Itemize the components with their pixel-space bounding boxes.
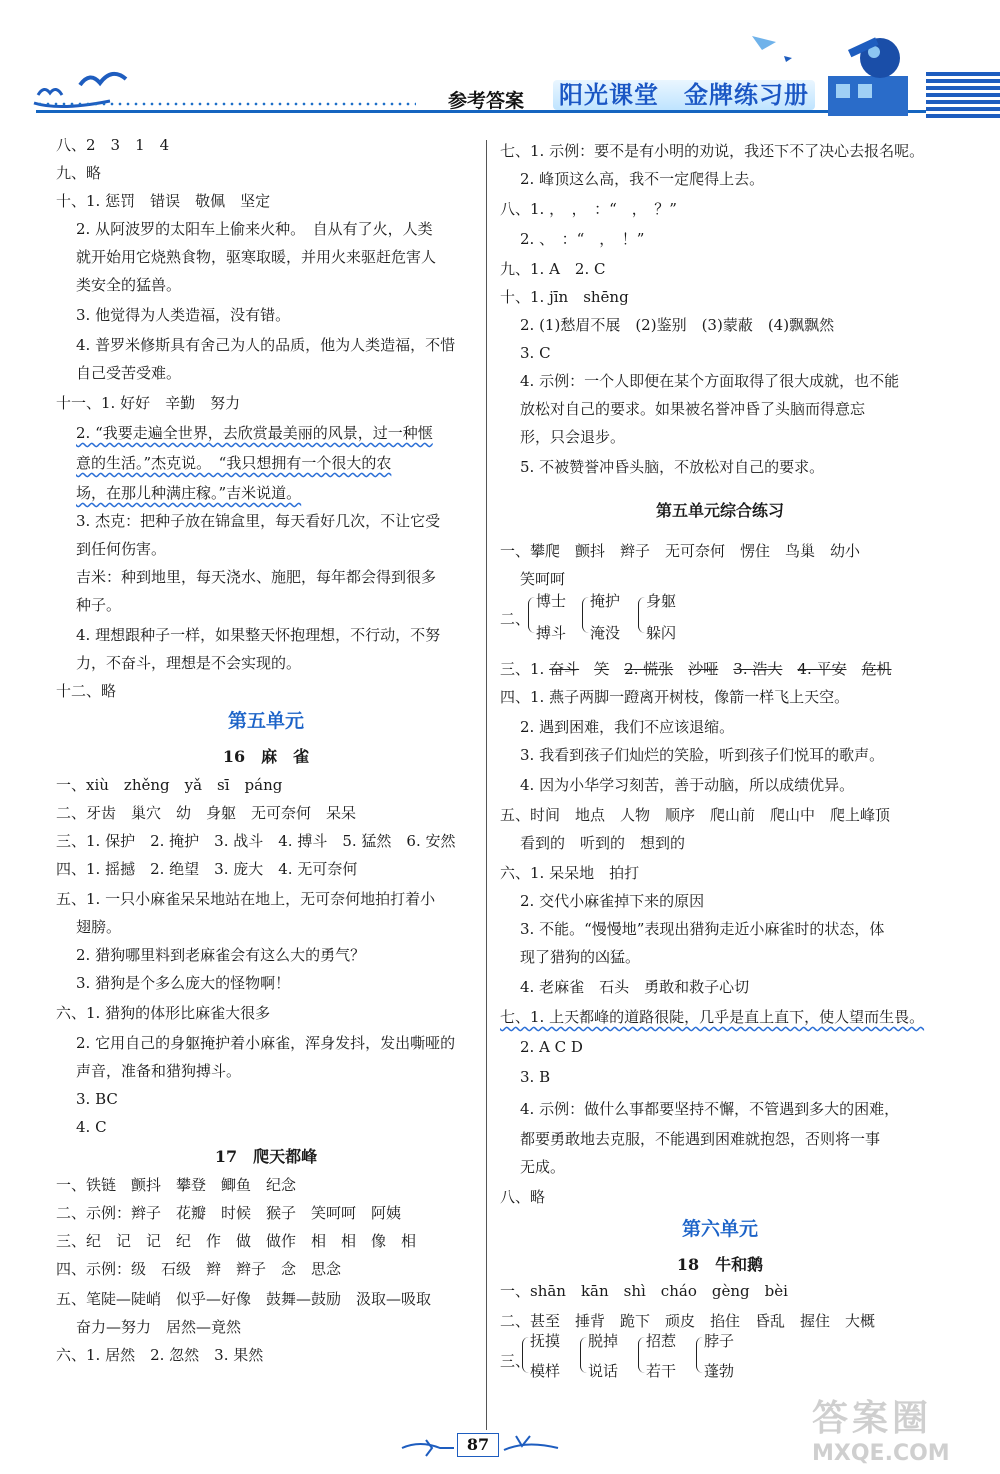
answer-line: 4. 理想跟种子一样，如果整天怀抱理想，不行动，不努	[76, 626, 441, 644]
word-pair-item: 蓬勃	[704, 1362, 735, 1380]
answer-line: 三、1. 保护 2. 掩护 3. 战斗 4. 搏斗 5. 猛然 6. 安然	[56, 832, 456, 850]
answer-line: 力，不奋斗，理想是不会实现的。	[76, 654, 302, 672]
answer-line: 自己受苦受难。	[76, 364, 182, 382]
answer-line: 2. 、 ：“ ， ！”	[520, 230, 645, 248]
lesson-heading: 17 爬天都峰	[214, 1147, 318, 1166]
answer-line: 八、略	[500, 1188, 546, 1206]
answer-line: 十一、1. 好好 辛勤 努力	[56, 394, 241, 412]
answer-line: 吉米：种到地里，每天浇水、施肥，每年都会得到很多	[76, 568, 437, 586]
answer-line: 2. 遇到困难，我们不应该退缩。	[520, 718, 735, 736]
underlined-quote: 2. “我要走遍全世界，去欣赏最美丽的风景，过一种惬	[76, 424, 433, 442]
answer-line: 一、xiù zhěng yǎ sī páng	[56, 776, 283, 794]
answer-line: 六、1. 猎狗的体形比麻雀大很多	[56, 1004, 271, 1022]
answer-line: 一、铁链 颤抖 攀登 鲫鱼 纪念	[56, 1176, 297, 1194]
group-prefix: 二、	[500, 610, 531, 628]
globe-telescope-icon	[740, 28, 940, 118]
answer-line: 七、1. 示例：要不是有小明的劝说，我还下不了决心去报名呢。	[500, 142, 925, 160]
lesson-heading: 16 麻 雀	[222, 747, 310, 766]
word-pair-item: 脖子	[704, 1332, 735, 1350]
answer-line: 3. B	[520, 1068, 551, 1086]
word-pair-item: 搏斗	[536, 624, 567, 642]
answer-line: 2. 从阿波罗的太阳车上偷来火种。 自从有了火，人类	[76, 220, 433, 238]
answer-line: 3. BC	[76, 1090, 118, 1108]
section-heading: 第五单元综合练习	[655, 501, 784, 520]
brace-mark	[580, 1337, 587, 1373]
brand-title: 阳光课堂 金牌练习册	[553, 80, 815, 110]
answer-line: 3. 不能。“慢慢地”表现出猎狗走近小麻雀时的状态，体	[520, 920, 885, 938]
answer-line: 4. 老麻雀 石头 勇敢和救子心切	[520, 978, 750, 996]
birds-icon	[30, 55, 160, 115]
word-pair-item: 说话	[588, 1362, 619, 1380]
underlined-answer: 七、1. 上天都峰的道路很陡，几乎是直上直下，使人望而生畏。	[500, 1008, 925, 1026]
answer-line: 奋力—努力 居然—竟然	[76, 1318, 242, 1336]
answer-line: 2. A C D	[520, 1038, 583, 1056]
brace-mark	[528, 597, 535, 633]
struck-word: 4. 平安	[797, 660, 847, 678]
answer-line: 4. 普罗米修斯具有舍己为人的品质，他为人类造福，不惜	[76, 336, 456, 354]
header-dotted-rule	[36, 102, 416, 106]
column-divider	[486, 140, 487, 1430]
struck-word: 沙哑	[688, 660, 719, 678]
answer-line: 五、1. 一只小麻雀呆呆地站在地上，无可奈何地拍打着小	[56, 890, 436, 908]
answer-line: 笑呵呵	[520, 570, 566, 588]
answer-line: 2. (1)愁眉不展 (2)鉴别 (3)蒙蔽 (4)飘飘然	[520, 316, 835, 334]
answer-line: 种子。	[76, 596, 122, 614]
answer-line: 九、略	[56, 164, 102, 182]
struck-word: 3. 浩大	[733, 660, 783, 678]
answer-line	[76, 483, 301, 503]
brace-mark	[582, 597, 589, 633]
answer-line: 4. 示例：一个人即便在某个方面取得了很大成就，也不能	[520, 372, 900, 390]
answer-line: 四、示例：级 石级 辫 辫子 念 思念	[56, 1260, 342, 1278]
answer-line: 看到的 听到的 想到的	[520, 834, 686, 852]
answer-line: 3. 猎狗是个多么庞大的怪物啊！	[76, 974, 291, 992]
unit-heading: 第六单元	[681, 1218, 758, 1240]
footer-ornament-right-icon	[502, 1432, 562, 1460]
word-pair-item: 躲闪	[646, 624, 677, 642]
struck-word: 2. 慌张	[624, 660, 674, 678]
answer-line: 二、甚至 捶背 跪下 顽皮 掐住 昏乱 握住 大概	[500, 1312, 876, 1330]
struck-word: 危机	[861, 660, 892, 678]
answer-line: 三、纪 记 记 纪 作 做 做作 相 相 像 相	[56, 1232, 417, 1250]
answer-line: 八、1. ， ， ：“ ， ？”	[500, 200, 677, 218]
page-footer	[400, 1430, 570, 1464]
answer-line: 四、1. 摇撼 2. 绝望 3. 庞大 4. 无可奈何	[56, 860, 358, 878]
word-pair-item: 脱掉	[588, 1332, 619, 1350]
answer-line: 3. 我看到孩子们灿烂的笑脸，听到孩子们悦耳的歌声。	[520, 746, 885, 764]
brace-mark	[522, 1337, 529, 1373]
answer-line	[76, 423, 433, 443]
brace-mark	[696, 1337, 703, 1373]
answer-line: 形，只会退步。	[520, 428, 626, 446]
struck-word: 奋斗	[549, 660, 580, 678]
lesson-heading: 18 牛和鹅	[676, 1255, 764, 1274]
footer-ornament-left-icon	[400, 1436, 456, 1458]
answer-line	[500, 659, 892, 679]
answer-line: 4. C	[76, 1118, 107, 1136]
page-header	[0, 0, 1000, 130]
brace-mark	[638, 1337, 645, 1373]
answer-line: 十、1. 惩罚 错误 敬佩 坚定	[56, 192, 271, 210]
answer-line: 翅膀。	[76, 918, 122, 936]
answer-line: 2. 它用自己的身躯掩护着小麻雀，浑身发抖，发出嘶哑的	[76, 1034, 456, 1052]
word-pair-item: 抚摸	[530, 1332, 561, 1350]
answers-label: 参考答案	[448, 90, 525, 112]
watermark-url: MXQE.COM	[812, 1441, 950, 1466]
word-pair-item: 招惹	[646, 1332, 677, 1350]
header-stripes	[926, 72, 1000, 118]
answer-line: 九、1. A 2. C	[500, 260, 606, 278]
word-pair-item: 博士	[536, 592, 567, 610]
answer-line: 放松对自己的要求。如果被名誉冲昏了头脑而得意忘	[520, 400, 866, 418]
group-prefix: 三、	[500, 1352, 531, 1370]
answer-line: 2. 交代小麻雀掉下来的原因	[520, 892, 705, 910]
answer-line: 声音，准备和猎狗搏斗。	[76, 1062, 242, 1080]
answer-line: 六、1. 居然 2. 忽然 3. 果然	[56, 1346, 264, 1364]
answer-line: 八、2 3 1 4	[56, 136, 170, 154]
answer-line: 无成。	[520, 1158, 566, 1176]
answer-line: 到任何伤害。	[76, 540, 167, 558]
word-pair-item: 若干	[646, 1362, 677, 1380]
answer-line: 2. 峰顶这么高，我不一定爬得上去。	[520, 170, 765, 188]
watermark-title: 答案圈	[812, 1398, 933, 1439]
group-prefix: 三、1.	[500, 660, 545, 678]
word-pair-item: 身躯	[646, 592, 677, 610]
page-number: 87	[457, 1433, 499, 1457]
answer-line: 六、1. 呆呆地 拍打	[500, 864, 640, 882]
word-pair-item: 淹没	[590, 624, 621, 642]
answer-line: 现了猎狗的凶猛。	[520, 948, 641, 966]
answer-line: 类安全的猛兽。	[76, 276, 182, 294]
answer-line: 二、牙齿 巢穴 幼 身躯 无可奈何 呆呆	[56, 804, 357, 822]
underlined-quote: 场，在那儿种满庄稼。”吉米说道。	[76, 484, 302, 502]
answer-line: 3. 他觉得为人类造福，没有错。	[76, 306, 291, 324]
answer-line: 就开始用它烧熟食物，驱寒取暖，并用火来驱赶危害人	[76, 248, 437, 266]
answer-line: 都要勇敢地去克服，不能遇到困难就抱怨，否则将一事	[520, 1130, 881, 1148]
answer-line: 二、示例：辫子 花瓣 时候 猴子 笑呵呵 阿姨	[56, 1204, 402, 1222]
answer-line: 4. 示例：做什么事都要坚持不懈，不管遇到多大的困难，	[520, 1100, 900, 1118]
answer-line: 十二、略	[56, 682, 117, 700]
watermark-logo	[812, 1390, 992, 1470]
answer-line	[500, 1007, 924, 1027]
unit-heading: 第五单元	[227, 710, 304, 732]
answer-line: 2. 猎狗哪里料到老麻雀会有这么大的勇气？	[76, 946, 366, 964]
answer-line: 3. C	[520, 344, 551, 362]
answer-line: 十、1. jīn shēng	[500, 288, 629, 306]
word-pair-item: 掩护	[590, 592, 621, 610]
struck-word: 笑	[594, 660, 610, 678]
answer-line	[76, 453, 391, 473]
answer-line: 5. 不被赞誉冲昏头脑，不放松对自己的要求。	[520, 458, 825, 476]
answer-line: 一、shān kān shì cháo gèng bèi	[500, 1282, 788, 1300]
answer-line: 4. 因为小华学习刻苦，善于动脑，所以成绩优异。	[520, 776, 855, 794]
answer-line: 3. 杰克：把种子放在锦盒里，每天看好几次，不让它受	[76, 512, 441, 530]
brace-mark	[638, 597, 645, 633]
answer-line: 四、1. 燕子两脚一蹬离开树枝，像箭一样飞上天空。	[500, 688, 850, 706]
answer-line: 五、时间 地点 人物 顺序 爬山前 爬山中 爬上峰顶	[500, 806, 891, 824]
underlined-quote: 意的生活。”杰克说。 “我只想拥有一个很大的农	[76, 454, 392, 472]
word-pair-item: 模样	[530, 1362, 561, 1380]
answer-line: 一、攀爬 颤抖 辫子 无可奈何 愣住 鸟巢 幼小	[500, 542, 861, 560]
answer-line: 五、笔陡—陡峭 似乎—好像 鼓舞—鼓励 汲取—吸取	[56, 1290, 432, 1308]
